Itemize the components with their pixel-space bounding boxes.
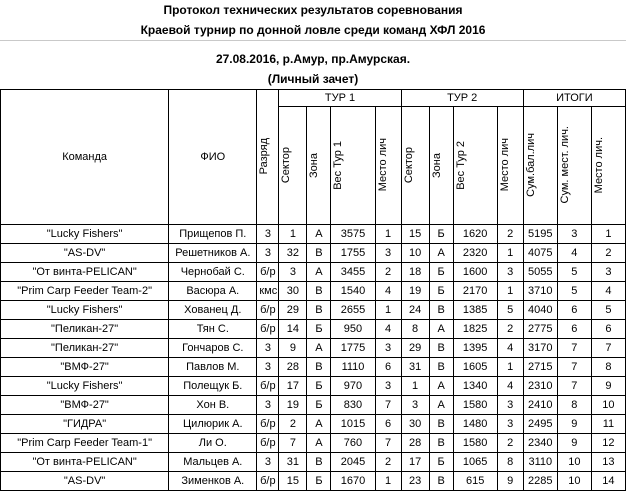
cell-sector2: 8 <box>401 319 429 338</box>
cell-weight1: 1015 <box>331 414 375 433</box>
table-row[interactable] <box>1 414 626 433</box>
cell-sector1: 15 <box>279 471 307 490</box>
title-block <box>0 0 626 89</box>
cell-weight1: 760 <box>331 433 375 452</box>
table-row[interactable] <box>1 471 626 490</box>
cell-sector1: 30 <box>279 281 307 300</box>
cell-sector1: 19 <box>279 395 307 414</box>
cell-rank: 3 <box>257 357 279 376</box>
cell-sum-points: 3710 <box>523 281 557 300</box>
cell-fio: Цилюрик А. <box>169 414 257 433</box>
cell-zone1: В <box>307 452 331 471</box>
cell-zone1: А <box>307 433 331 452</box>
cell-place2: 3 <box>497 414 523 433</box>
cell-place1: 4 <box>375 281 401 300</box>
cell-sum-points: 2715 <box>523 357 557 376</box>
table-row[interactable] <box>1 452 626 471</box>
header-sector2: Сектор <box>401 106 429 224</box>
group-tour2: ТУР 2 <box>401 89 523 106</box>
cell-zone2: А <box>429 395 453 414</box>
cell-sum-places: 3 <box>557 224 591 243</box>
cell-sum-points: 3110 <box>523 452 557 471</box>
cell-sector2: 31 <box>401 357 429 376</box>
cell-zone2: В <box>429 300 453 319</box>
cell-place2: 3 <box>497 395 523 414</box>
cell-sector2: 19 <box>401 281 429 300</box>
cell-zone2: Б <box>429 452 453 471</box>
cell-weight2: 1385 <box>453 300 497 319</box>
cell-fio: Тян С. <box>169 319 257 338</box>
cell-team: "ВМФ-27" <box>1 395 169 414</box>
header-zone2: Зона <box>429 106 453 224</box>
cell-team: "ВМФ-27" <box>1 357 169 376</box>
header-rank: Разряд <box>257 89 279 224</box>
cell-sum-points: 2495 <box>523 414 557 433</box>
cell-weight1: 1775 <box>331 338 375 357</box>
cell-sector2: 28 <box>401 433 429 452</box>
cell-sum-points: 4040 <box>523 300 557 319</box>
header-place1: Место лич <box>375 106 401 224</box>
cell-zone1: В <box>307 300 331 319</box>
cell-place2: 4 <box>497 376 523 395</box>
cell-place1: 3 <box>375 338 401 357</box>
table-row[interactable] <box>1 243 626 262</box>
cell-place-total: 12 <box>591 433 625 452</box>
cell-rank: 3 <box>257 243 279 262</box>
cell-zone1: В <box>307 281 331 300</box>
cell-fio: Гончаров С. <box>169 338 257 357</box>
cell-place-total: 3 <box>591 262 625 281</box>
cell-zone2: В <box>429 471 453 490</box>
table-row[interactable] <box>1 338 626 357</box>
cell-weight2: 1825 <box>453 319 497 338</box>
cell-place-total: 9 <box>591 376 625 395</box>
title-row-1 <box>0 0 626 20</box>
cell-weight1: 3575 <box>331 224 375 243</box>
cell-sum-places: 8 <box>557 395 591 414</box>
cell-sum-points: 2340 <box>523 433 557 452</box>
cell-place1: 3 <box>375 376 401 395</box>
header-zone1: Зона <box>307 106 331 224</box>
cell-place2: 2 <box>497 433 523 452</box>
cell-weight1: 1670 <box>331 471 375 490</box>
document-title-line2: Краевой турнир по донной ловле среди команд ХФЛ 2016 <box>140 23 486 37</box>
cell-zone1: А <box>307 224 331 243</box>
cell-place1: 3 <box>375 243 401 262</box>
table-row[interactable] <box>1 357 626 376</box>
header-place-total: Место лич. <box>591 106 625 224</box>
cell-zone2: В <box>429 433 453 452</box>
cell-zone2: В <box>429 357 453 376</box>
cell-rank: 3 <box>257 452 279 471</box>
cell-fio: Ли О. <box>169 433 257 452</box>
header-fio: ФИО <box>169 89 257 224</box>
cell-weight1: 830 <box>331 395 375 414</box>
cell-weight2: 1600 <box>453 262 497 281</box>
cell-place1: 2 <box>375 262 401 281</box>
cell-place1: 1 <box>375 300 401 319</box>
table-row[interactable] <box>1 281 626 300</box>
cell-zone2: А <box>429 243 453 262</box>
cell-sum-points: 5195 <box>523 224 557 243</box>
cell-weight2: 1480 <box>453 414 497 433</box>
cell-place-total: 5 <box>591 300 625 319</box>
cell-place2: 9 <box>497 471 523 490</box>
cell-zone1: Б <box>307 376 331 395</box>
cell-sum-places: 5 <box>557 281 591 300</box>
cell-sector2: 15 <box>401 224 429 243</box>
cell-place-total: 1 <box>591 224 625 243</box>
cell-sum-points: 2310 <box>523 376 557 395</box>
cell-weight2: 1580 <box>453 433 497 452</box>
cell-sum-places: 9 <box>557 414 591 433</box>
cell-zone1: Б <box>307 471 331 490</box>
cell-rank: б/р <box>257 319 279 338</box>
cell-sum-points: 4075 <box>523 243 557 262</box>
table-row[interactable] <box>1 433 626 452</box>
cell-weight2: 1340 <box>453 376 497 395</box>
document-title-line1: Протокол технических результатов соревнования <box>163 3 463 17</box>
cell-sector1: 31 <box>279 452 307 471</box>
cell-sector1: 1 <box>279 224 307 243</box>
cell-sum-places: 7 <box>557 338 591 357</box>
cell-weight2: 1580 <box>453 395 497 414</box>
cell-sector2: 1 <box>401 376 429 395</box>
cell-sector2: 18 <box>401 262 429 281</box>
cell-sum-places: 6 <box>557 319 591 338</box>
cell-place1: 6 <box>375 414 401 433</box>
cell-sector1: 2 <box>279 414 307 433</box>
cell-sector1: 3 <box>279 262 307 281</box>
cell-sum-points: 2775 <box>523 319 557 338</box>
cell-zone1: В <box>307 243 331 262</box>
cell-place2: 2 <box>497 319 523 338</box>
header-sector1: Сектор <box>279 106 307 224</box>
cell-team: "AS-DV" <box>1 243 169 262</box>
header-place2: Место лич <box>497 106 523 224</box>
table-row[interactable] <box>1 395 626 414</box>
cell-weight2: 2170 <box>453 281 497 300</box>
cell-weight2: 1620 <box>453 224 497 243</box>
cell-sum-points: 2285 <box>523 471 557 490</box>
cell-fio: Чернобай С. <box>169 262 257 281</box>
table-row[interactable] <box>1 300 626 319</box>
cell-sector2: 17 <box>401 452 429 471</box>
cell-team: "Lucky Fishers" <box>1 300 169 319</box>
cell-zone1: А <box>307 414 331 433</box>
cell-place2: 2 <box>497 224 523 243</box>
cell-weight2: 2320 <box>453 243 497 262</box>
cell-team: "От винта-PELICAN" <box>1 452 169 471</box>
cell-zone2: Б <box>429 281 453 300</box>
cell-place1: 4 <box>375 319 401 338</box>
cell-sum-places: 6 <box>557 300 591 319</box>
cell-weight1: 970 <box>331 376 375 395</box>
cell-team: "ГИДРА" <box>1 414 169 433</box>
cell-sector1: 28 <box>279 357 307 376</box>
cell-sum-points: 3170 <box>523 338 557 357</box>
cell-fio: Зименков А. <box>169 471 257 490</box>
cell-place-total: 10 <box>591 395 625 414</box>
cell-sum-places: 7 <box>557 357 591 376</box>
cell-rank: б/р <box>257 414 279 433</box>
cell-rank: б/р <box>257 433 279 452</box>
cell-weight1: 1540 <box>331 281 375 300</box>
cell-fio: Васюра А. <box>169 281 257 300</box>
cell-weight2: 1065 <box>453 452 497 471</box>
document-subtitle-line2: (Личный зачет) <box>267 71 359 86</box>
cell-rank: б/р <box>257 300 279 319</box>
cell-sum-places: 10 <box>557 471 591 490</box>
cell-weight2: 615 <box>453 471 497 490</box>
cell-place-total: 14 <box>591 471 625 490</box>
cell-place1: 1 <box>375 471 401 490</box>
cell-zone1: Б <box>307 319 331 338</box>
cell-place2: 1 <box>497 281 523 300</box>
cell-sector1: 29 <box>279 300 307 319</box>
cell-zone2: В <box>429 338 453 357</box>
group-header-row <box>1 89 626 106</box>
cell-place-total: 13 <box>591 452 625 471</box>
header-sum-points: Сум.бал.лич <box>523 106 557 224</box>
cell-place-total: 2 <box>591 243 625 262</box>
document-subtitle-line1: 27.08.2016, р.Амур, пр.Амурская. <box>215 51 411 66</box>
cell-rank: 3 <box>257 338 279 357</box>
cell-place2: 1 <box>497 357 523 376</box>
cell-place2: 8 <box>497 452 523 471</box>
cell-team: "Prim Carp Feeder Team-2" <box>1 281 169 300</box>
cell-sum-places: 5 <box>557 262 591 281</box>
cell-weight1: 2045 <box>331 452 375 471</box>
cell-fio: Хон В. <box>169 395 257 414</box>
cell-sum-points: 2410 <box>523 395 557 414</box>
results-body <box>1 224 626 490</box>
cell-sector1: 7 <box>279 433 307 452</box>
cell-place1: 2 <box>375 452 401 471</box>
subtitle-row-1 <box>0 49 626 69</box>
cell-place2: 1 <box>497 243 523 262</box>
cell-place1: 6 <box>375 357 401 376</box>
subtitle-row-2 <box>0 69 626 89</box>
cell-sector1: 14 <box>279 319 307 338</box>
cell-team: "AS-DV" <box>1 471 169 490</box>
cell-fio: Прищепов П. <box>169 224 257 243</box>
cell-place-total: 8 <box>591 357 625 376</box>
cell-fio: Павлов М. <box>169 357 257 376</box>
cell-place-total: 7 <box>591 338 625 357</box>
cell-sum-places: 9 <box>557 433 591 452</box>
header-weight2: Вес Тур 2 <box>453 106 497 224</box>
cell-place1: 7 <box>375 395 401 414</box>
cell-sector2: 30 <box>401 414 429 433</box>
cell-sector2: 3 <box>401 395 429 414</box>
cell-place1: 7 <box>375 433 401 452</box>
cell-rank: б/р <box>257 262 279 281</box>
cell-zone2: Б <box>429 224 453 243</box>
cell-sector1: 32 <box>279 243 307 262</box>
cell-rank: 3 <box>257 224 279 243</box>
cell-rank: б/р <box>257 471 279 490</box>
cell-sum-places: 4 <box>557 243 591 262</box>
cell-sum-places: 10 <box>557 452 591 471</box>
cell-sector2: 23 <box>401 471 429 490</box>
table-row[interactable] <box>1 319 626 338</box>
cell-weight1: 3455 <box>331 262 375 281</box>
cell-place-total: 4 <box>591 281 625 300</box>
cell-weight2: 1395 <box>453 338 497 357</box>
cell-fio: Хованец Д. <box>169 300 257 319</box>
title-spacer-row <box>0 41 626 49</box>
cell-rank: б/р <box>257 376 279 395</box>
cell-fio: Решетников А. <box>169 243 257 262</box>
group-totals: ИТОГИ <box>523 89 625 106</box>
cell-sum-places: 7 <box>557 376 591 395</box>
cell-sector1: 9 <box>279 338 307 357</box>
cell-zone2: А <box>429 319 453 338</box>
cell-weight1: 950 <box>331 319 375 338</box>
cell-zone1: В <box>307 357 331 376</box>
cell-place2: 5 <box>497 300 523 319</box>
cell-rank: кмс <box>257 281 279 300</box>
header-sum-places: Сум. мест. лич. <box>557 106 591 224</box>
cell-sector1: 17 <box>279 376 307 395</box>
cell-place2: 3 <box>497 262 523 281</box>
cell-sector2: 24 <box>401 300 429 319</box>
cell-weight1: 2655 <box>331 300 375 319</box>
cell-team: "Lucky Fishers" <box>1 376 169 395</box>
table-row[interactable] <box>1 224 626 243</box>
cell-rank: 3 <box>257 395 279 414</box>
cell-zone2: А <box>429 376 453 395</box>
table-row[interactable] <box>1 376 626 395</box>
table-row[interactable] <box>1 262 626 281</box>
cell-zone2: В <box>429 414 453 433</box>
cell-place1: 1 <box>375 224 401 243</box>
title-divider <box>0 41 626 49</box>
cell-weight1: 1110 <box>331 357 375 376</box>
cell-team: "Lucky Fishers" <box>1 224 169 243</box>
title-row-2 <box>0 20 626 41</box>
cell-weight2: 1605 <box>453 357 497 376</box>
results-table <box>0 89 626 491</box>
cell-team: "Пеликан-27" <box>1 319 169 338</box>
cell-place-total: 6 <box>591 319 625 338</box>
cell-team: "Prim Carp Feeder Team-1" <box>1 433 169 452</box>
cell-zone1: А <box>307 338 331 357</box>
header-team: Команда <box>1 89 169 224</box>
header-weight1: Вес Тур 1 <box>331 106 375 224</box>
cell-sum-points: 5055 <box>523 262 557 281</box>
cell-weight1: 1755 <box>331 243 375 262</box>
cell-zone1: А <box>307 262 331 281</box>
group-tour1: ТУР 1 <box>279 89 401 106</box>
cell-zone1: Б <box>307 395 331 414</box>
cell-place-total: 11 <box>591 414 625 433</box>
cell-fio: Мальцев А. <box>169 452 257 471</box>
cell-team: "Пеликан-27" <box>1 338 169 357</box>
cell-fio: Полещук Б. <box>169 376 257 395</box>
cell-zone2: Б <box>429 262 453 281</box>
cell-place2: 4 <box>497 338 523 357</box>
cell-team: "От винта-PELICAN" <box>1 262 169 281</box>
cell-sector2: 29 <box>401 338 429 357</box>
cell-sector2: 10 <box>401 243 429 262</box>
